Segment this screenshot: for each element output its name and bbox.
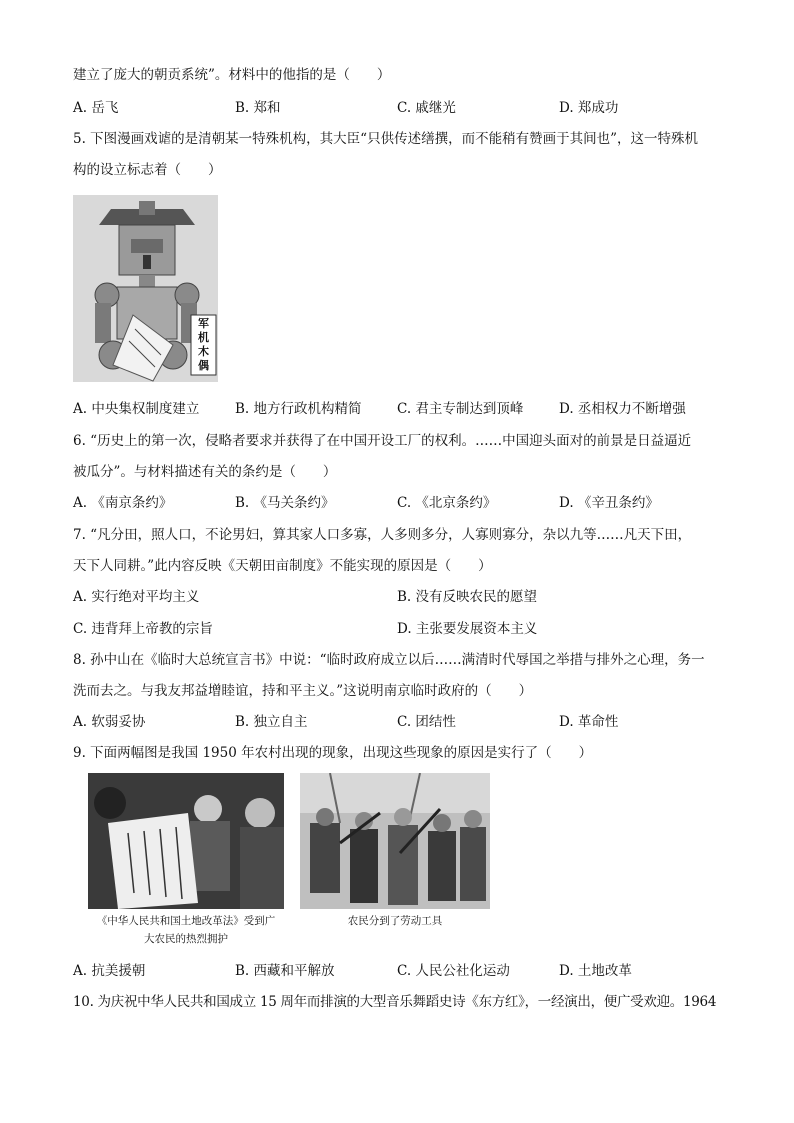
q6-stem-line1: 6. “历史上的第一次，侵略者要求并获得了在中国开设工厂的权利。……中国迎头面对的前景是日益逼近 [73,433,692,449]
q8-option-a[interactable]: A. 软弱妥协 [73,714,146,730]
q9-caption-2: 农民分到了劳动工具 [347,915,443,927]
q7-option-a[interactable]: A. 实行绝对平均主义 [73,589,200,605]
q5-option-d[interactable]: D. 丞相权力不断增强 [559,401,686,417]
q6-option-d[interactable]: D. 《辛丑条约》 [559,495,659,511]
q9-option-c[interactable]: C. 人民公社化运动 [397,963,510,979]
q7-option-c[interactable]: C. 违背拜上帝教的宗旨 [73,621,213,637]
q4-option-c[interactable]: C. 戚继光 [397,100,456,116]
q6-option-b[interactable]: B. 《马关条约》 [235,495,335,511]
q5-option-b[interactable]: B. 地方行政机构精简 [235,401,362,417]
q6-stem-line2: 被瓜分”。与材料描述有关的条约是（ ） [73,464,337,480]
q9-option-b[interactable]: B. 西藏和平解放 [235,963,335,979]
q5-stem-line2: 构的设立标志着（ ） [73,162,222,178]
q5-option-a[interactable]: A. 中央集权制度建立 [73,401,200,417]
q9-stem: 9. 下面两幅图是我国 1950 年农村出现的现象，出现这些现象的原因是实行了（ ） [73,745,593,761]
q6-option-a[interactable]: A. 《南京条约》 [73,495,173,511]
q9-option-a[interactable]: A. 抗美援朝 [73,963,146,979]
q7-option-d[interactable]: D. 主张要发展资本主义 [397,621,538,637]
photo-crowd-reading [88,773,284,909]
q5-cartoon-image [73,195,218,382]
q5-stem-line1: 5. 下图漫画戏谑的是清朝某一特殊机构，其大臣“只供传述缮撰，而不能稍有赞画于其间也”，这一特殊机 [73,131,698,147]
q6-option-c[interactable]: C. 《北京条约》 [397,495,497,511]
q8-option-b[interactable]: B. 独立自主 [235,714,308,730]
q9-caption-1-line1: 《中华人民共和国土地改革法》受到广 [96,915,276,927]
q9-photo-tools [300,773,490,909]
q5-option-c[interactable]: C. 君主专制达到顶峰 [397,401,524,417]
q4-stem-tail: 建立了庞大的朝贡系统”。材料中的他指的是（ ） [73,67,391,83]
q10-stem-line1: 10. 为庆祝中华人民共和国成立 15 周年而排演的大型音乐舞蹈史诗《东方红》，一经演出，便广受欢迎。1964 [73,994,717,1010]
q8-stem-line1: 8. 孙中山在《临时大总统宣言书》中说：“临时政府成立以后……满清时代辱国之举措与排外之心理，务一 [73,652,705,668]
q8-stem-line2: 洗而去之。与我友邦益增睦谊，持和平主义。”这说明南京临时政府的（ ） [73,683,533,699]
q9-caption-1-line2: 大农民的热烈拥护 [144,933,228,945]
q9-photo-land-reform-law [88,773,284,909]
q7-stem-line1: 7. “凡分田，照人口，不论男妇，算其家人口多寡，人多则多分，人寡则寡分，杂以九等……凡天下田， [73,527,692,543]
q9-option-d[interactable]: D. 土地改革 [559,963,632,979]
q7-stem-line2: 天下人同耕。”此内容反映《天朝田亩制度》不能实现的原因是（ ） [73,558,492,574]
q4-option-b[interactable]: B. 郑和 [235,100,281,116]
cartoon-label: 军机木偶 [198,317,209,372]
q8-option-d[interactable]: D. 革命性 [559,714,619,730]
q4-option-d[interactable]: D. 郑成功 [559,100,619,116]
q4-option-a[interactable]: A. 岳飞 [73,100,119,116]
photo-farmers-tools [300,773,490,909]
q8-option-c[interactable]: C. 团结性 [397,714,456,730]
q7-option-b[interactable]: B. 没有反映农民的愿望 [397,589,538,605]
